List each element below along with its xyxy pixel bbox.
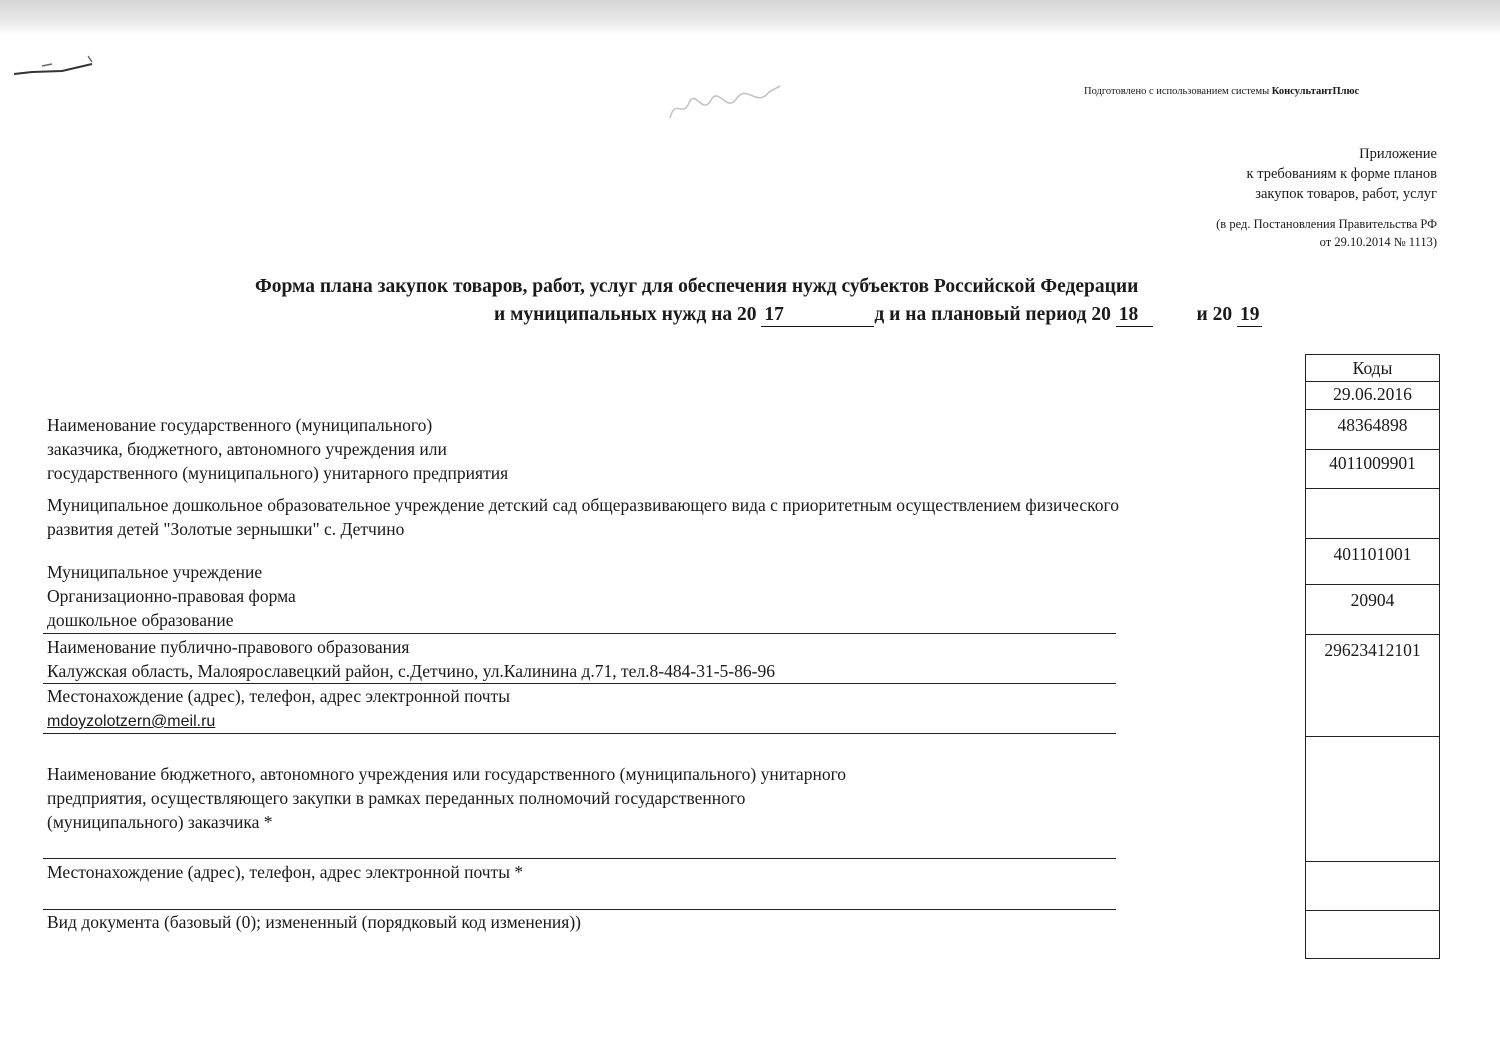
- customer-label-line: Наименование государственного (муниципального): [47, 415, 433, 435]
- code-date: 29.06.2016: [1306, 382, 1439, 410]
- code-okopf: 20904: [1306, 585, 1439, 635]
- transferred-label-line: (муниципального) заказчика *: [47, 812, 273, 832]
- divider: [43, 858, 1116, 859]
- customer-name: [47, 493, 1119, 541]
- divider: [43, 733, 1116, 734]
- appendix-line: закупок товаров, работ, услуг: [1255, 186, 1437, 202]
- scan-top-shadow: [0, 0, 1500, 34]
- transferred-label-line: предприятия, осуществляющего закупки в рамках переданных полномочий государственного: [47, 788, 746, 808]
- appendix-line: к требованиям к форме планов: [1246, 166, 1437, 182]
- org-form-value: дошкольное образование: [47, 610, 234, 630]
- faint-handwriting-mark: [665, 78, 785, 128]
- code-empty: [1306, 737, 1439, 862]
- org-form-label: Организационно-правовая форма: [47, 586, 296, 606]
- codes-header: Коды: [1306, 355, 1439, 382]
- org-type-block: [47, 560, 296, 632]
- customer-name-line: Муниципальное дошкольное образовательное учреждение детский сад общеразвивающего вида с приоритетным осуществлением физического: [47, 495, 1119, 515]
- transferred-block: [47, 762, 846, 834]
- appendix-line: Приложение: [1359, 146, 1437, 162]
- customer-label: [47, 413, 508, 485]
- email-link[interactable]: mdoyzolotzern@meil.ru: [47, 713, 216, 730]
- codes-table: [1305, 354, 1440, 959]
- customer-label-line: заказчика, бюджетного, автономного учреждения или: [47, 439, 447, 459]
- redaction-note: [1216, 215, 1437, 251]
- redaction-line: (в ред. Постановления Правительства РФ: [1216, 217, 1437, 231]
- divider: [43, 633, 1116, 634]
- doc-type-label: Вид документа (базовый (0); измененный (порядковый код изменения)): [47, 912, 581, 932]
- address-block: [47, 684, 510, 734]
- consultant-prefix: Подготовлено с использованием системы: [1084, 86, 1270, 97]
- title-part-2: д и на плановый период 20: [874, 304, 1111, 325]
- code-empty: [1306, 911, 1439, 958]
- code-empty: [1306, 862, 1439, 911]
- redaction-line: от 29.10.2014 № 1113): [1319, 235, 1437, 249]
- transferred-label-line: Наименование бюджетного, автономного учреждения или государственного (муниципального) унитарного: [47, 764, 847, 784]
- municipality-block: [47, 635, 775, 683]
- code-inn: 4011009901: [1306, 450, 1439, 489]
- municipality-label: Наименование публично-правового образования: [47, 637, 410, 657]
- pen-mark: [12, 50, 97, 80]
- form-title-line-1: Форма плана закупок товаров, работ, услуг для обеспечения нужд субъектов Российской Федерации: [255, 276, 1139, 297]
- code-empty: [1306, 489, 1439, 539]
- title-part-1: и муниципальных нужд на 20: [494, 304, 757, 325]
- address-label: Местонахождение (адрес), телефон, адрес электронной почты: [47, 686, 510, 706]
- year-main-field: 17: [761, 304, 874, 327]
- title-part-3: и 20: [1196, 304, 1233, 325]
- consultant-note: [1084, 86, 1359, 97]
- transferred-address-label: Местонахождение (адрес), телефон, адрес электронной почты *: [47, 862, 524, 882]
- appendix-block: [1247, 144, 1437, 204]
- code-okpo: 48364898: [1306, 410, 1439, 450]
- year-plan2-field: 19: [1237, 304, 1262, 327]
- customer-name-line: развития детей "Золотые зернышки" с. Детчино: [47, 519, 405, 539]
- code-oktmo: 29623412101: [1306, 635, 1439, 737]
- code-kpp: 401101001: [1306, 539, 1439, 585]
- form-title-line-2: [494, 304, 1262, 327]
- year-plan1-field: 18: [1116, 304, 1153, 327]
- address-value: Калужская область, Малоярославецкий район, с.Детчино, ул.Калинина д.71, тел.8-484-31-5-86-96: [47, 661, 775, 681]
- org-type-value: Муниципальное учреждение: [47, 562, 263, 582]
- customer-label-line: государственного (муниципального) унитарного предприятия: [47, 463, 509, 483]
- consultant-brand: КонсультантПлюс: [1271, 86, 1360, 97]
